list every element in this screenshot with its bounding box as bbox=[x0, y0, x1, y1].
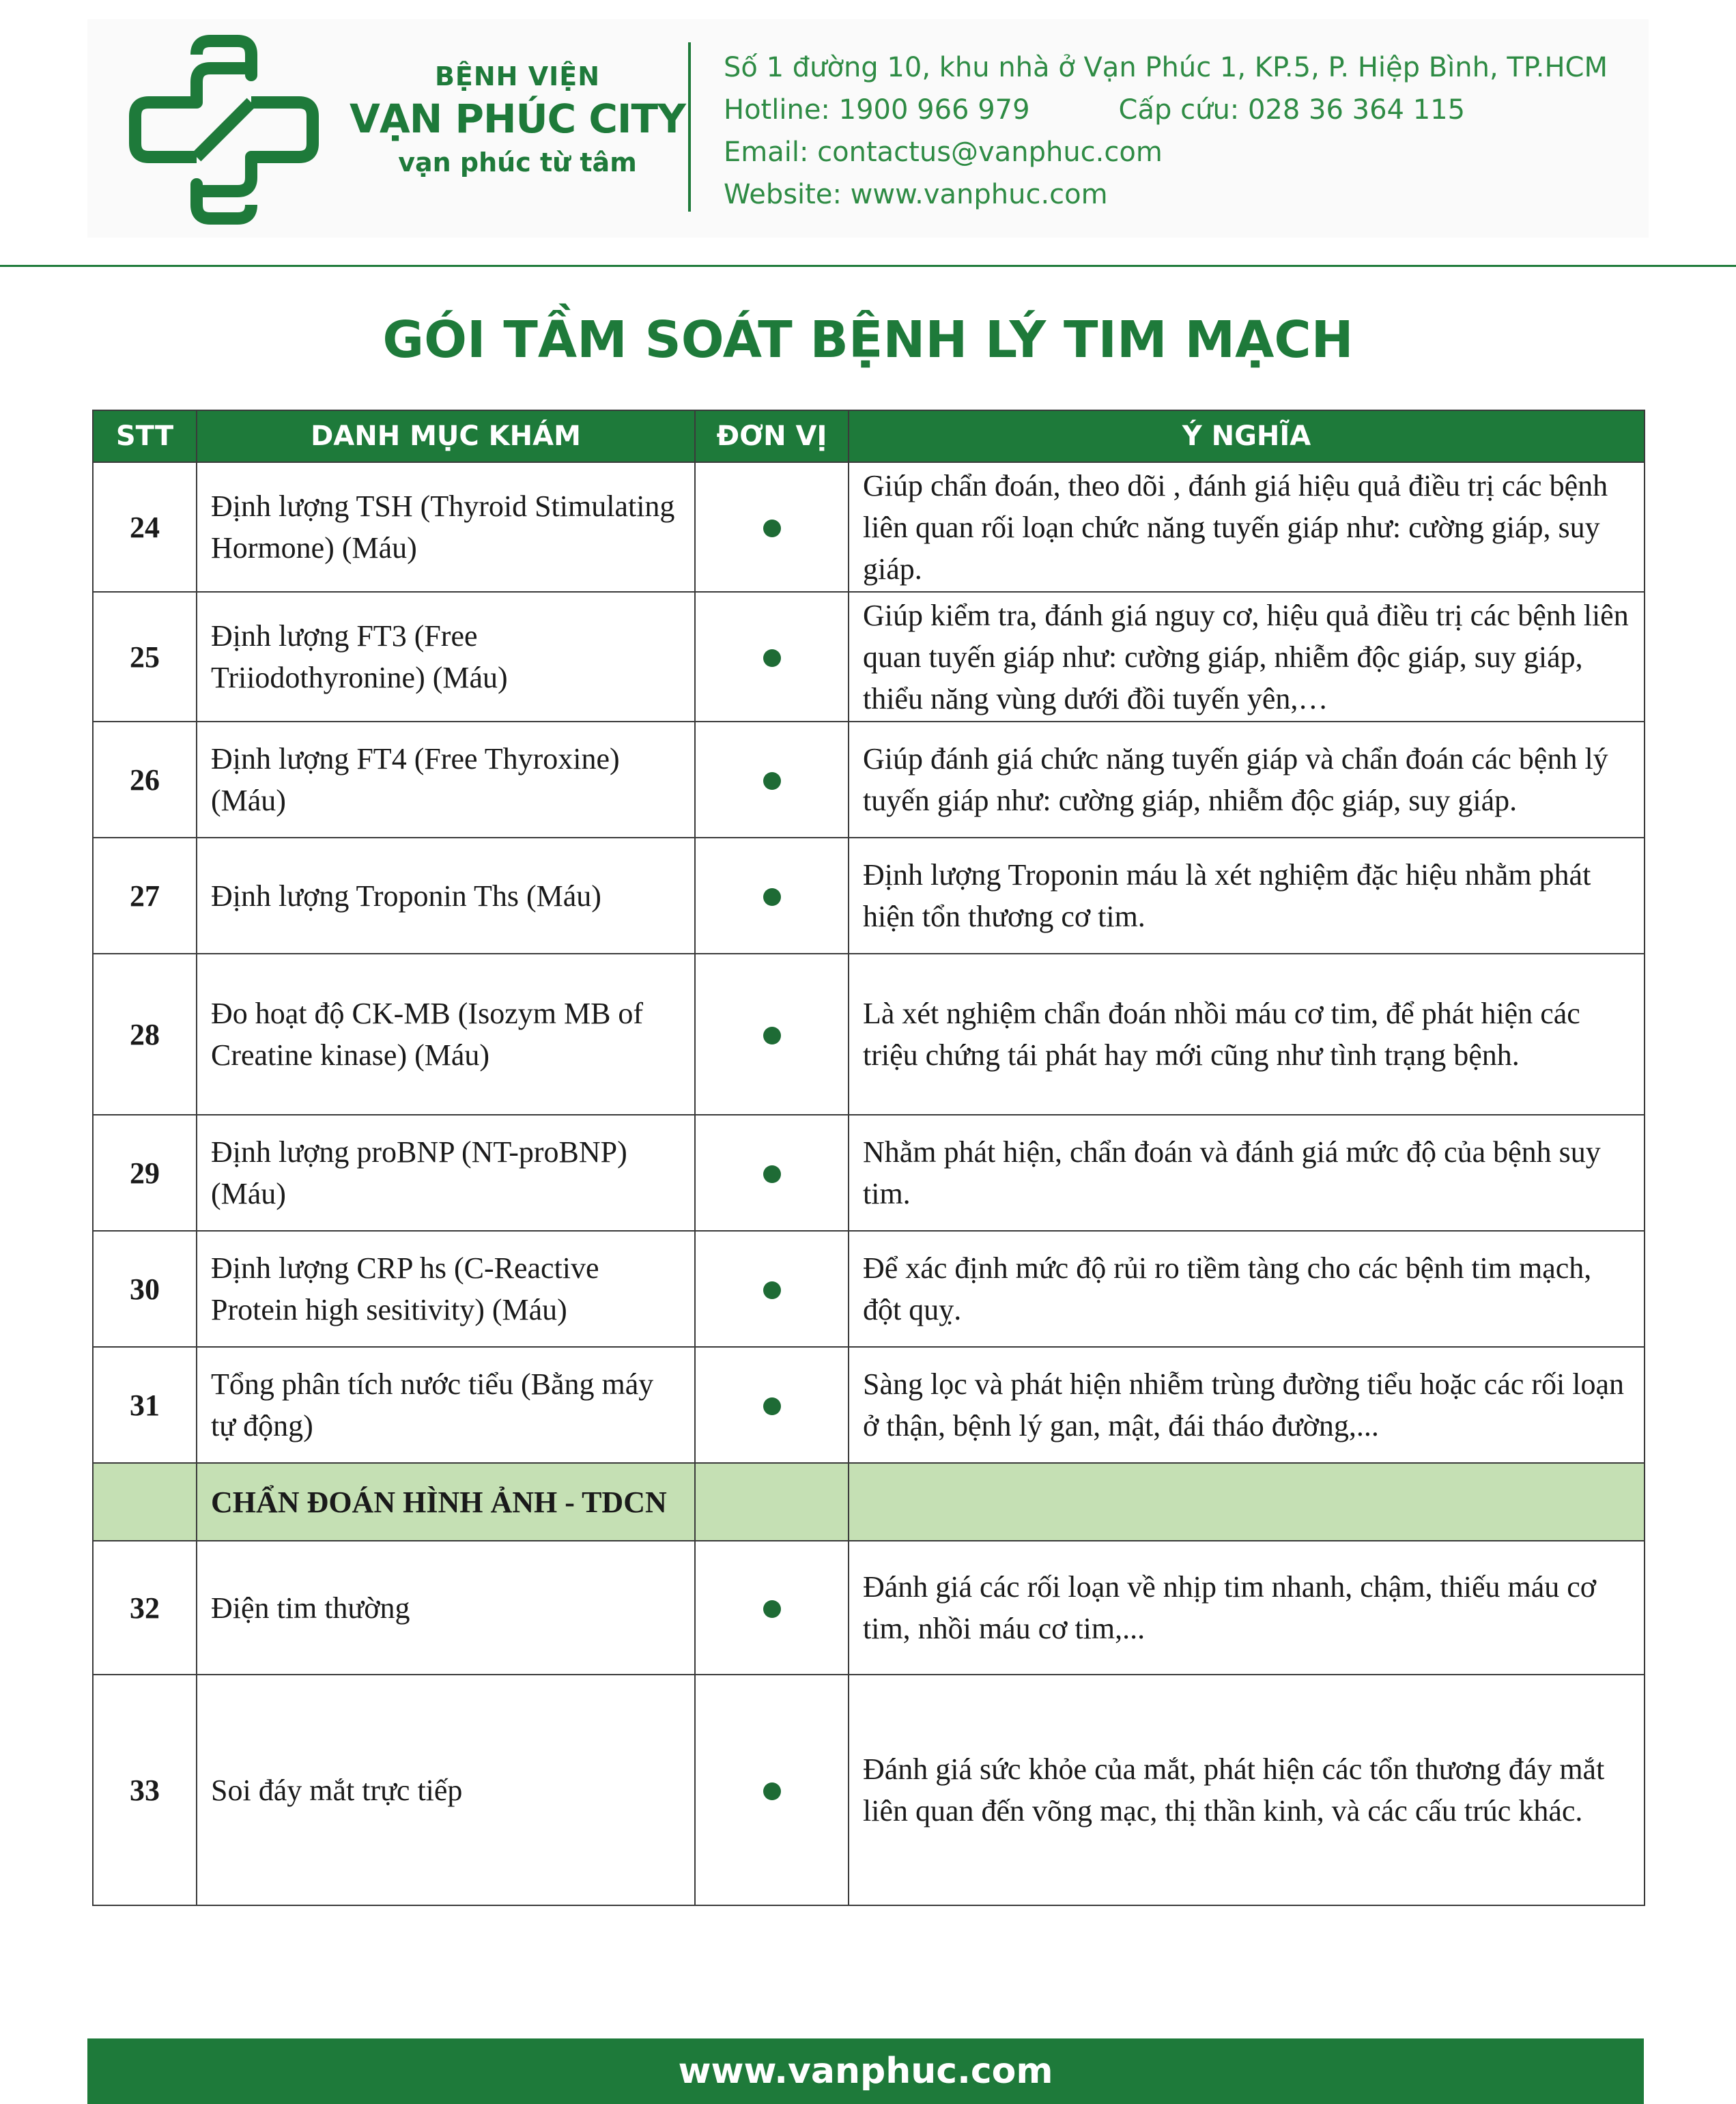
row-meaning: Nhằm phát hiện, chẩn đoán và đánh giá mức độ của bệnh suy tim. bbox=[849, 1115, 1645, 1231]
brand-line2: VẠN PHÚC CITY bbox=[349, 96, 686, 142]
row-meaning: Đánh giá sức khỏe của mắt, phát hiện các tổn thương đáy mắt liên quan đến võng mạc, thị thần kinh, và các cấu trúc khác. bbox=[849, 1675, 1645, 1905]
col-name: DANH MỤC KHÁM bbox=[197, 410, 695, 462]
included-dot-icon bbox=[763, 1600, 781, 1618]
included-dot-icon bbox=[763, 772, 781, 790]
table-row bbox=[93, 1115, 1645, 1231]
footer-website-bar: www.vanphuc.com bbox=[87, 2038, 1644, 2104]
brand-line1: BỆNH VIỆN bbox=[434, 61, 601, 91]
exam-table bbox=[92, 410, 1645, 1906]
section-label: CHẨN ĐOÁN HÌNH ẢNH - TDCN bbox=[197, 1463, 695, 1541]
row-stt: 32 bbox=[93, 1541, 197, 1675]
row-stt: 27 bbox=[93, 838, 197, 954]
row-meaning: Giúp chẩn đoán, theo dõi , đánh giá hiệu quả điều trị các bệnh liên quan rối loạn chức năng tuyến giáp như: cường giáp, suy giáp. bbox=[849, 462, 1645, 592]
hospital-brand bbox=[347, 61, 688, 177]
table-row bbox=[93, 1675, 1645, 1905]
included-dot-icon bbox=[763, 1281, 781, 1299]
row-stt: 26 bbox=[93, 722, 197, 838]
row-meaning: Giúp đánh giá chức năng tuyến giáp và chẩn đoán các bệnh lý tuyến giáp như: cường giáp, nhiễm độc giáp, suy giáp. bbox=[849, 722, 1645, 838]
row-name: Soi đáy mắt trực tiếp bbox=[197, 1675, 695, 1905]
table-row bbox=[93, 1347, 1645, 1463]
hotline: Hotline: 1900 966 979 bbox=[724, 94, 1030, 126]
row-name: Định lượng FT4 (Free Thyroxine) (Máu) bbox=[197, 722, 695, 838]
row-meaning: Đánh giá các rối loạn về nhịp tim nhanh, chậm, thiếu máu cơ tim, nhồi máu cơ tim,... bbox=[849, 1541, 1645, 1675]
row-name: Định lượng CRP hs (C-Reactive Protein high sesitivity) (Máu) bbox=[197, 1231, 695, 1347]
row-name: Tổng phân tích nước tiểu (Bằng máy tự động) bbox=[197, 1347, 695, 1463]
page-title: GÓI TẦM SOÁT BỆNH LÝ TIM MẠCH bbox=[382, 311, 1354, 369]
row-stt: 33 bbox=[93, 1675, 197, 1905]
col-unit: ĐƠN VỊ bbox=[695, 410, 849, 462]
table-row bbox=[93, 1541, 1645, 1675]
header-rule bbox=[0, 265, 1736, 267]
website: Website: www.vanphuc.com bbox=[724, 179, 1108, 210]
table-header bbox=[93, 410, 1645, 462]
table-row bbox=[93, 722, 1645, 838]
green-cross-logo-icon bbox=[122, 27, 326, 232]
col-stt: STT bbox=[93, 410, 197, 462]
row-meaning: Là xét nghiệm chẩn đoán nhồi máu cơ tim, để phát hiện các triệu chứng tái phát hay mới cũng như tình trạng bệnh. bbox=[849, 954, 1645, 1115]
header-divider bbox=[688, 42, 691, 212]
col-meaning: Ý NGHĨA bbox=[849, 410, 1645, 462]
phone-row bbox=[724, 89, 1679, 131]
brand-slogan: vạn phúc từ tâm bbox=[398, 147, 637, 177]
included-dot-icon bbox=[763, 1397, 781, 1415]
table-row bbox=[93, 462, 1645, 592]
section-row bbox=[93, 1463, 1645, 1541]
included-dot-icon bbox=[763, 1782, 781, 1800]
address: Số 1 đường 10, khu nhà ở Vạn Phúc 1, KP.5, P. Hiệp Bình, TP.HCM bbox=[724, 52, 1608, 83]
row-stt: 31 bbox=[93, 1347, 197, 1463]
row-name: Định lượng FT3 (Free Triiodothyronine) (Máu) bbox=[197, 592, 695, 722]
table-row bbox=[93, 954, 1645, 1115]
email: Email: contactus@vanphuc.com bbox=[724, 137, 1163, 168]
table-row bbox=[93, 592, 1645, 722]
row-meaning: Sàng lọc và phát hiện nhiễm trùng đường tiểu hoặc các rối loạn ở thận, bệnh lý gan, mật, đái tháo đường,... bbox=[849, 1347, 1645, 1463]
row-name: Điện tim thường bbox=[197, 1541, 695, 1675]
included-dot-icon bbox=[763, 1027, 781, 1044]
row-stt: 29 bbox=[93, 1115, 197, 1231]
table-row bbox=[93, 838, 1645, 954]
emergency-phone: Cấp cứu: 028 36 364 115 bbox=[1118, 94, 1466, 126]
included-dot-icon bbox=[763, 1165, 781, 1183]
row-meaning: Định lượng Troponin máu là xét nghiệm đặc hiệu nhằm phát hiện tổn thương cơ tim. bbox=[849, 838, 1645, 954]
row-meaning: Để xác định mức độ rủi ro tiềm tàng cho các bệnh tim mạch, đột quỵ. bbox=[849, 1231, 1645, 1347]
row-stt: 28 bbox=[93, 954, 197, 1115]
included-dot-icon bbox=[763, 888, 781, 906]
row-stt: 25 bbox=[93, 592, 197, 722]
row-name: Đo hoạt độ CK-MB (Isozym MB of Creatine kinase) (Máu) bbox=[197, 954, 695, 1115]
table-row bbox=[93, 1231, 1645, 1347]
row-name: Định lượng Troponin Ths (Máu) bbox=[197, 838, 695, 954]
row-meaning: Giúp kiểm tra, đánh giá nguy cơ, hiệu quả điều trị các bệnh liên quan tuyến giáp như: cường giáp, nhiễm độc giáp, suy giáp, thiểu năng vùng dưới đồi tuyến yên,… bbox=[849, 592, 1645, 722]
included-dot-icon bbox=[763, 520, 781, 537]
row-stt: 24 bbox=[93, 462, 197, 592]
contact-info bbox=[724, 46, 1679, 216]
row-name: Định lượng proBNP (NT-proBNP) (Máu) bbox=[197, 1115, 695, 1231]
page-header bbox=[87, 19, 1649, 238]
row-name: Định lượng TSH (Thyroid Stimulating Hormone) (Máu) bbox=[197, 462, 695, 592]
included-dot-icon bbox=[763, 649, 781, 667]
row-stt: 30 bbox=[93, 1231, 197, 1347]
